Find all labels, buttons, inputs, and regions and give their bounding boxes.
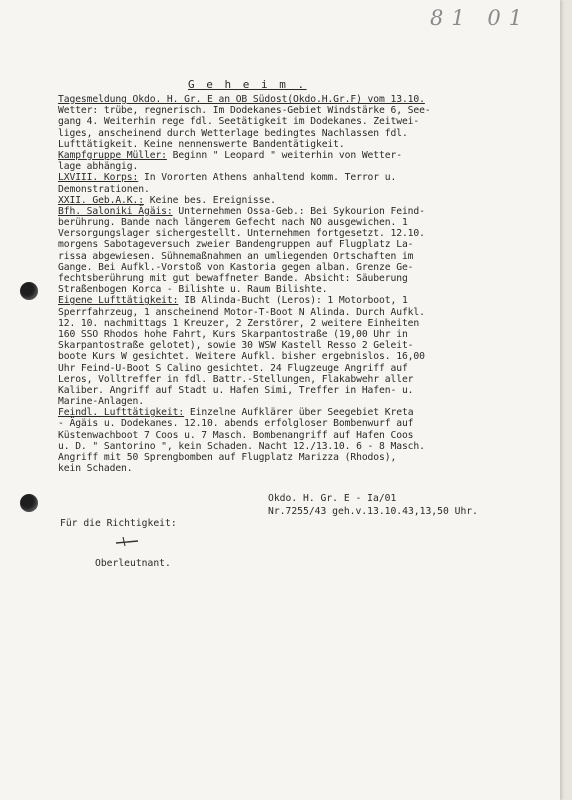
report-line: gang 4. Weiterhin rege fdl. Seetätigkeit im Dodekanes. Zeitwei- xyxy=(58,116,420,128)
section-text: IB Alinda-Bucht (Leros): 1 Motorboot, 1 xyxy=(178,295,408,307)
report-line: Angriff mit 50 Sprengbomben auf Flugplatz Marizza (Rhodos), xyxy=(58,452,397,463)
report-body xyxy=(58,94,518,474)
report-line: Wetter: trübe, regnerisch. Im Dodekanes-Gebiet Windstärke 6, See- xyxy=(58,105,431,117)
report-line: Sperrfahrzeug, 1 anscheinend Motor-T-Boot N Alinda. Durch Aufkl. xyxy=(58,306,425,318)
section-text: Beginn " Leopard " weiterhin von Wetter- xyxy=(166,149,402,161)
report-line: Gange. Bei Aufkl.-Vorstoß von Kastoria gegen alban. Grenze Ge- xyxy=(58,261,414,273)
office-reference xyxy=(268,492,478,518)
report-line: Küstenwachboot 7 Coos u. 7 Masch. Bombenangriff auf Hafen Coos xyxy=(58,429,414,441)
report-line: Skarpantostraße gelotet), sowie 30 WSW Kastell Resso 2 Geleit- xyxy=(58,340,414,352)
section-label: Eigene Lufttätigkeit: xyxy=(58,295,179,307)
signatory-rank: Oberleutnant. xyxy=(95,558,171,569)
section-text: In Vororten Athens anhaltend komm. Terror u. xyxy=(138,172,397,184)
report-line: Leros, Volltreffer in fdl. Battr.-Stellungen, Flakabwehr aller xyxy=(58,373,414,385)
folio-number: 81 01 xyxy=(430,6,531,30)
punch-hole xyxy=(20,494,38,512)
report-line xyxy=(58,150,518,161)
report-line: liges, anscheinend durch Wetterlage bedingtes Nachlassen fdl. xyxy=(58,127,408,139)
signature-mark xyxy=(114,534,142,548)
report-line: 12. 10. nachmittags 1 Kreuzer, 2 Zerstörer, 2 weitere Einheiten xyxy=(58,317,420,329)
section-label: Kampfgruppe Müller: xyxy=(58,149,167,161)
report-line: - Ägäis u. Dodekanes. 12.10. abends erfolgloser Bombenwurf auf xyxy=(58,418,414,430)
section-label: Bfh. Saloniki Ägäis: xyxy=(58,205,173,217)
office-line: Okdo. H. Gr. E - Ia/01 xyxy=(268,493,397,504)
reference-number: Nr.7255/43 geh.v.13.10.43,13,50 Uhr. xyxy=(268,506,478,517)
section-label: LXVIII. Korps: xyxy=(58,172,139,184)
section-label: XXII. Geb.A.K.: xyxy=(58,194,144,206)
report-line xyxy=(58,407,518,418)
report-heading: Tagesmeldung Okdo. H. Gr. E an OB Südost(Okdo.H.Gr.F) vom 13.10. xyxy=(58,94,425,105)
report-line xyxy=(58,195,518,206)
document-title: G e h e i m . xyxy=(188,78,307,91)
attestation-label: Für die Richtigkeit: xyxy=(60,518,177,529)
report-line: Versorgungslager sichergestellt. Unternehmen fortgesetzt. 12.10. xyxy=(58,228,425,240)
report-line: fechtsberührung mit gut bewaffneter Bande. Absicht: Säuberung xyxy=(58,273,408,284)
section-text: Einzelne Aufklärer über Seegebiet Kreta xyxy=(184,407,414,419)
punch-hole xyxy=(20,282,38,300)
report-line xyxy=(58,206,518,217)
section-label: Feindl. Lufttätigkeit: xyxy=(58,407,185,419)
report-line: Kaliber. Angriff auf Stadt u. Hafen Simi, Treffer in Hafen- u. xyxy=(58,384,414,396)
report-line xyxy=(58,295,518,306)
report-line: rissa abgewiesen. Sühnemaßnahmen an umliegenden Ortschaften im xyxy=(58,250,414,262)
report-line: berührung. Bande nach längerem Gefecht nach NO ausgewichen. 1 xyxy=(58,217,408,229)
report-line: 160 SSO Rhodos hohe Fahrt, Kurs Skarpantostraße (19,00 Uhr in xyxy=(58,328,408,340)
report-line: Lufttätigkeit. Keine nennenswerte Bandentätigkeit. xyxy=(58,138,345,150)
report-line: kein Schaden. xyxy=(58,463,133,475)
section-text: Keine bes. Ereignisse. xyxy=(144,194,276,206)
section-text: Unternehmen Ossa-Geb.: Bei Sykourion Feind- xyxy=(172,205,425,217)
report-line: boote Kurs W gesichtet. Weitere Aufkl. bisher ergebnislos. 16,00 xyxy=(58,351,425,363)
report-line: lage abhängig. xyxy=(58,161,139,173)
report-line: Uhr Feind-U-Boot S Calino gesichtet. 24 Flugzeuge Angriff auf xyxy=(58,362,408,374)
report-line: u. D. " Santorino ", kein Schaden. Nacht 12./13.10. 6 - 8 Masch. xyxy=(58,440,425,452)
report-line: Straßenbogen Korca - Bilishte u. Raum Bilishte. xyxy=(58,284,328,296)
report-line: Demonstrationen. xyxy=(58,183,150,195)
report-line xyxy=(58,172,518,183)
report-line: Marine-Anlagen. xyxy=(58,396,144,408)
report-line: morgens Sabotageversuch zweier Bandengruppen auf Flugplatz La- xyxy=(58,239,414,251)
report-line xyxy=(58,94,518,105)
